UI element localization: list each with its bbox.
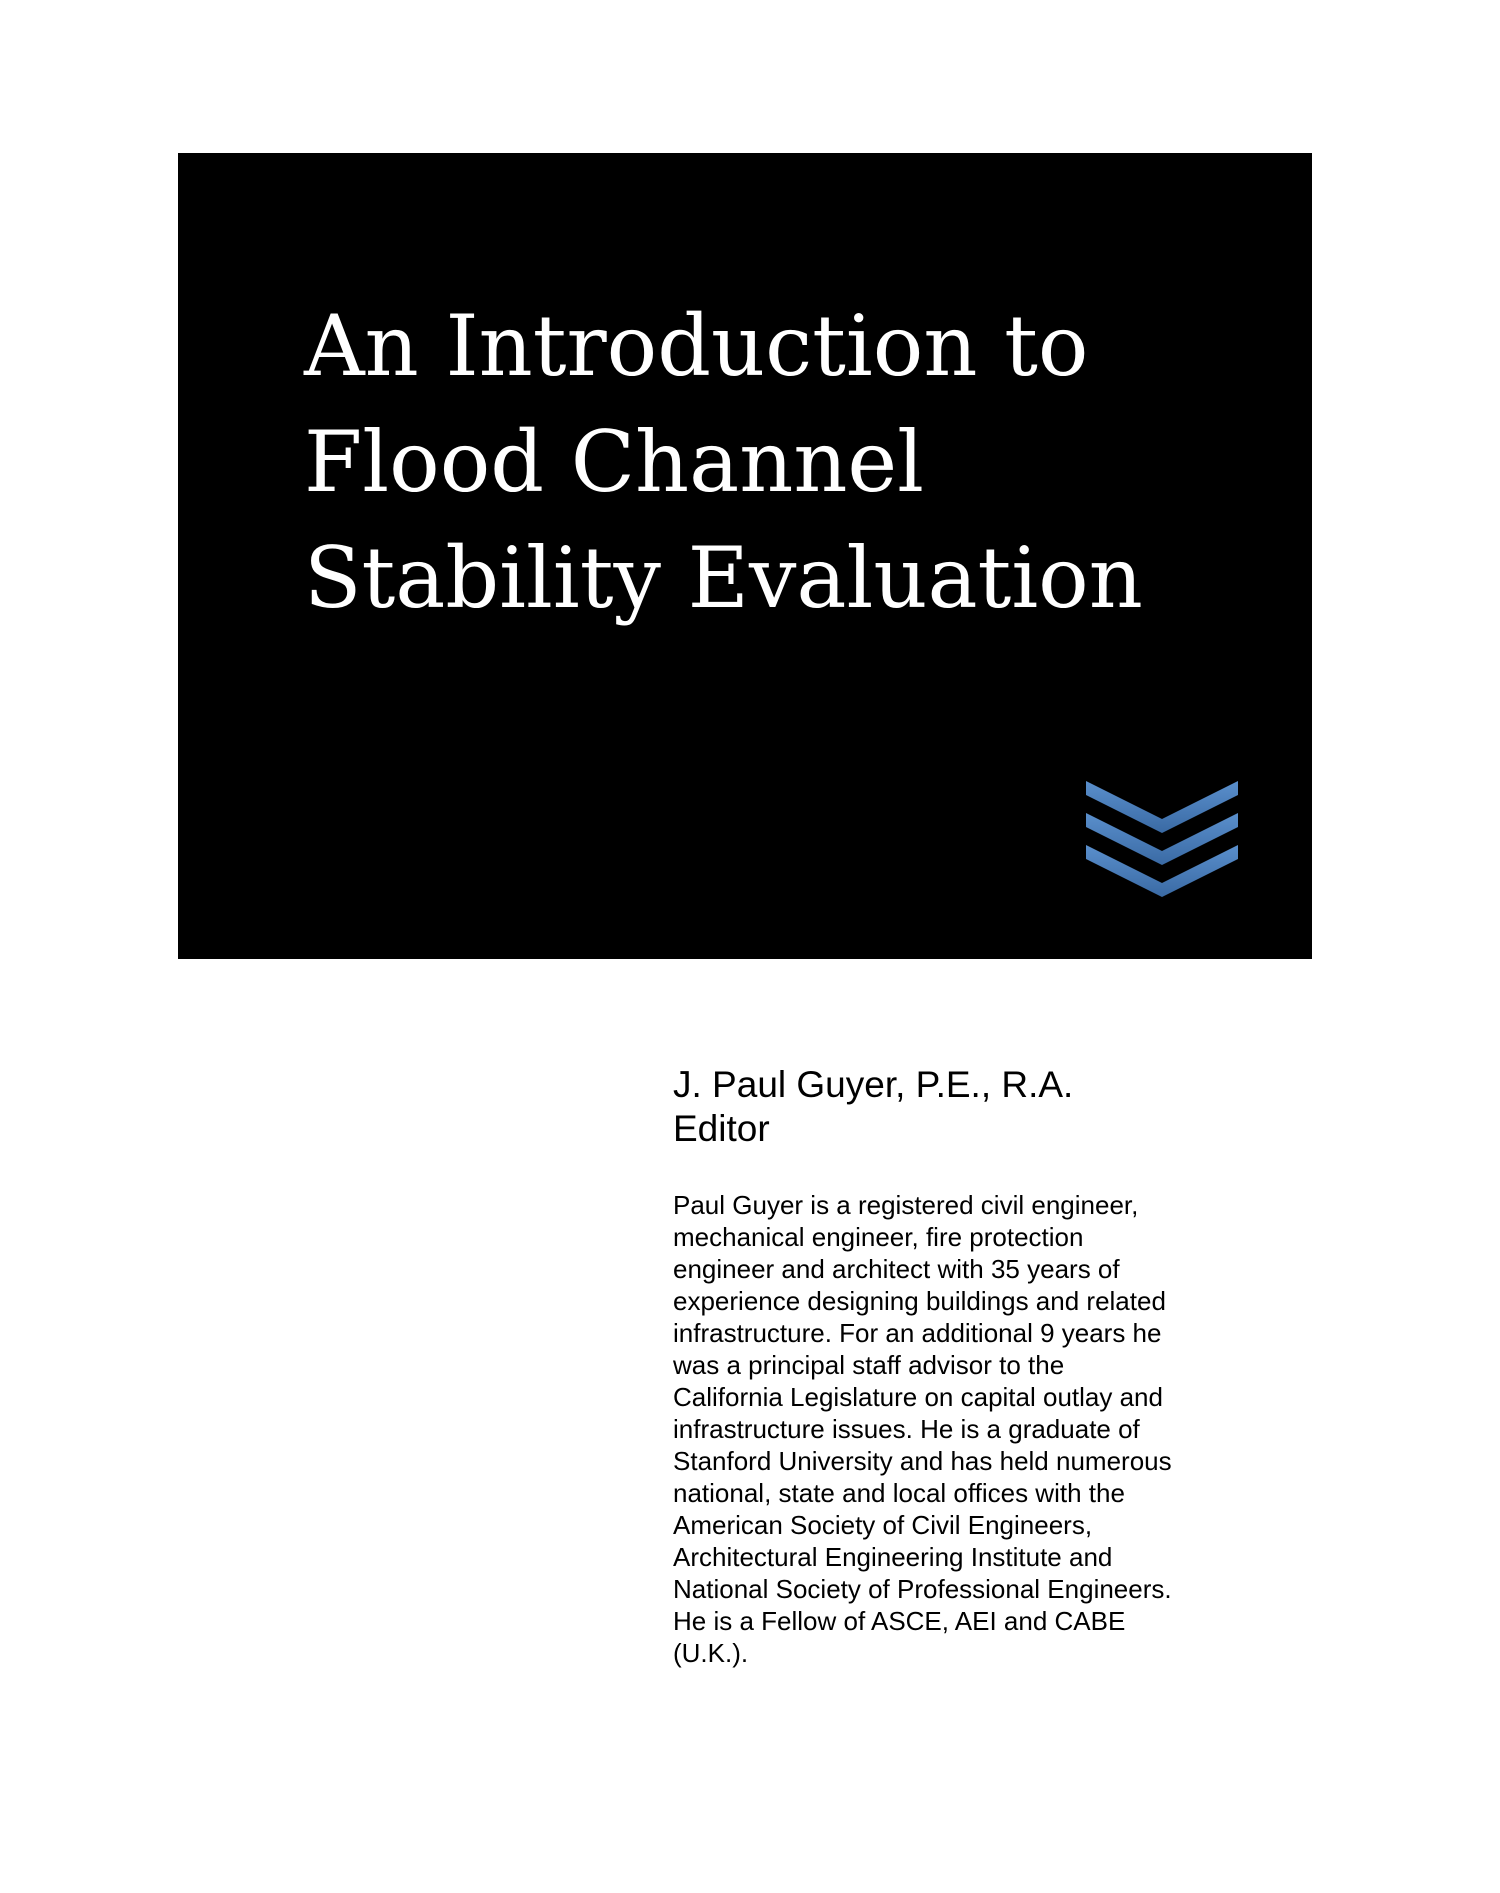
author-block (673, 1063, 1233, 1669)
bio-line: (U.K.). (673, 1638, 749, 1668)
title-line-3: Stability Evaluation (304, 529, 1143, 627)
bio-line: Stanford University and has held numerous (673, 1446, 1172, 1476)
author-name: J. Paul Guyer, P.E., R.A. (673, 1064, 1074, 1105)
bio-line: Architectural Engineering Institute and (673, 1542, 1113, 1572)
bio-line: engineer and architect with 35 years of (673, 1254, 1120, 1284)
title-line-2: Flood Channel (304, 413, 924, 511)
bio-line: infrastructure issues. He is a graduate of (673, 1414, 1140, 1444)
book-title (304, 288, 1143, 636)
bio-line: National Society of Professional Engineers. (673, 1574, 1172, 1604)
title-line-1: An Introduction to (304, 297, 1089, 395)
bio-line: He is a Fellow of ASCE, AEI and CABE (673, 1606, 1126, 1636)
triple-chevron-down-icon (1086, 773, 1238, 897)
bio-line: was a principal staff advisor to the (673, 1350, 1065, 1380)
bio-line: California Legislature on capital outlay and (673, 1382, 1163, 1412)
cover-panel (178, 153, 1312, 959)
bio-line: mechanical engineer, fire protection (673, 1222, 1084, 1252)
bio-line: infrastructure. For an additional 9 years he (673, 1318, 1162, 1348)
bio-line: experience designing buildings and related (673, 1286, 1166, 1316)
author-role: Editor (673, 1108, 770, 1149)
author-bio (673, 1189, 1233, 1669)
bio-line: national, state and local offices with the (673, 1478, 1125, 1508)
bio-line: American Society of Civil Engineers, (673, 1510, 1093, 1540)
bio-line: Paul Guyer is a registered civil engineer, (673, 1190, 1139, 1220)
